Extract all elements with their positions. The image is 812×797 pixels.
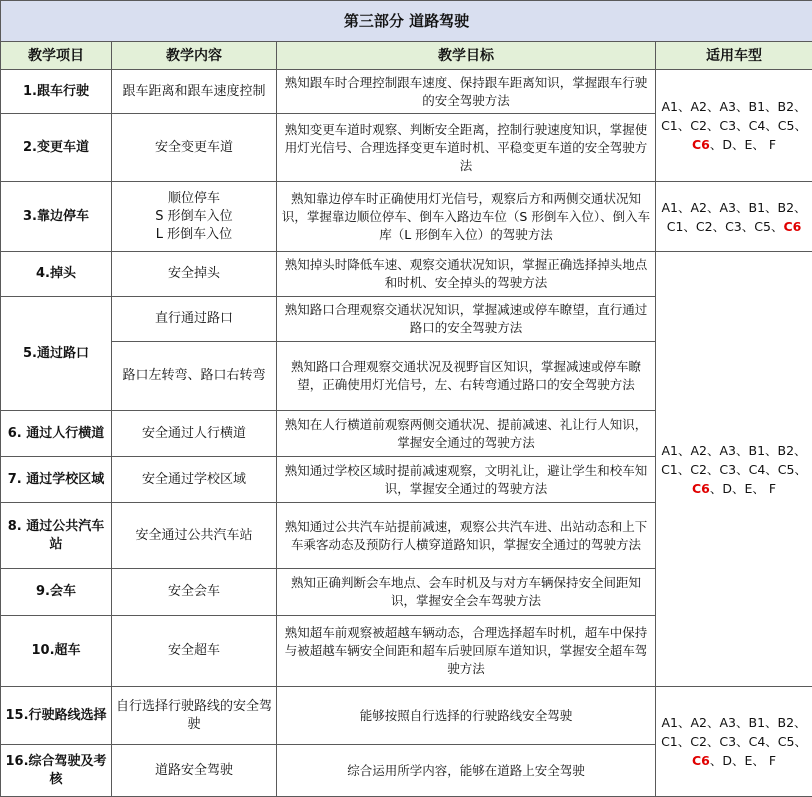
content-cell: 路口左转弯、路口右转弯: [112, 342, 277, 411]
content-cell: 道路安全驾驶: [112, 745, 277, 797]
item-cell: 5.通过路口: [1, 297, 112, 411]
item-cell: 4.掉头: [1, 252, 112, 297]
item-cell: 6. 通过人行横道: [1, 411, 112, 457]
item-cell: 16.综合驾驶及考核: [1, 745, 112, 797]
content-cell: 直行通过路口: [112, 297, 277, 342]
vehicles-cell: A1、A2、A3、B1、B2、C1、C2、C3、C4、C5、C6、D、E、 F: [656, 252, 812, 687]
goal-cell: 熟知靠边停车时正确使用灯光信号，观察后方和两侧交通状况知识，掌握靠边顺位停车、倒车入路边车位（S 形倒车入位）、倒入车库（L 形倒车入位）的驾驶方法: [277, 182, 656, 252]
table-row: [1, 182, 812, 252]
item-cell: 2.变更车道: [1, 114, 112, 182]
vehicles-cell: A1、A2、A3、B1、B2、C1、C2、C3、C4、C5、C6、D、E、 F: [656, 70, 812, 182]
vehicles-cell: A1、A2、A3、B1、B2、C1、C2、C3、C4、C5、C6、D、E、 F: [656, 687, 812, 797]
content-cell: 安全会车: [112, 569, 277, 616]
goal-cell: 熟知通过公共汽车站提前减速，观察公共汽车进、出站动态和上下车乘客动态及预防行人横穿道路知识，掌握安全通过的驾驶方法: [277, 503, 656, 569]
item-cell: 10.超车: [1, 616, 112, 687]
item-cell: 7. 通过学校区域: [1, 457, 112, 503]
goal-cell: 熟知路口合理观察交通状况知识，掌握减速或停车瞭望，直行通过路口的安全驾驶方法: [277, 297, 656, 342]
content-cell: 安全通过公共汽车站: [112, 503, 277, 569]
goal-cell: 熟知变更车道时观察、判断安全距离，控制行驶速度知识，掌握使用灯光信号、合理选择变更车道时机、平稳变更车道的安全驾驶方法: [277, 114, 656, 182]
goal-cell: 能够按照自行选择的行驶路线安全驾驶: [277, 687, 656, 745]
content-cell: 安全变更车道: [112, 114, 277, 182]
goal-cell: 熟知正确判断会车地点、会车时机及与对方车辆保持安全间距知识，掌握安全会车驾驶方法: [277, 569, 656, 616]
goal-cell: 熟知通过学校区域时提前减速观察，文明礼让，避让学生和校车知识，掌握安全通过的驾驶方法: [277, 457, 656, 503]
content-cell: 安全通过学校区域: [112, 457, 277, 503]
goal-cell: 熟知掉头时降低车速、观察交通状况知识，掌握正确选择掉头地点和时机、安全掉头的驾驶方法: [277, 252, 656, 297]
header-content: 教学内容: [112, 42, 277, 70]
item-cell: 3.靠边停车: [1, 182, 112, 252]
table-row: [1, 687, 812, 745]
goal-cell: 熟知路口合理观察交通状况及视野盲区知识，掌握减速或停车瞭望，正确使用灯光信号，左、右转弯通过路口的安全驾驶方法: [277, 342, 656, 411]
item-cell: 1.跟车行驶: [1, 70, 112, 114]
header-vehicles: 适用车型: [656, 42, 812, 70]
goal-cell: 综合运用所学内容，能够在道路上安全驾驶: [277, 745, 656, 797]
item-cell: 15.行驶路线选择: [1, 687, 112, 745]
header-goal: 教学目标: [277, 42, 656, 70]
vehicles-cell: A1、A2、A3、B1、B2、C1、C2、C3、C5、C6: [656, 182, 812, 252]
vehicle-c6-highlight: C6: [783, 219, 801, 234]
content-cell: 安全掉头: [112, 252, 277, 297]
goal-cell: 熟知在人行横道前观察两侧交通状况、提前减速、礼让行人知识，掌握安全通过的驾驶方法: [277, 411, 656, 457]
vehicle-c6-highlight: C6: [692, 481, 710, 496]
vehicle-c6-highlight: C6: [692, 137, 710, 152]
table-row: [1, 252, 812, 297]
item-cell: 8. 通过公共汽车站: [1, 503, 112, 569]
goal-cell: 熟知超车前观察被超越车辆动态，合理选择超车时机，超车中保持与被超越车辆安全间距和超车后驶回原车道知识，掌握安全超车驾驶方法: [277, 616, 656, 687]
header-item: 教学项目: [1, 42, 112, 70]
item-cell: 9.会车: [1, 569, 112, 616]
content-cell: 安全通过人行横道: [112, 411, 277, 457]
vehicle-c6-highlight: C6: [692, 753, 710, 768]
content-cell: 安全超车: [112, 616, 277, 687]
table-row: [1, 70, 812, 114]
content-cell: 顺位停车 S 形倒车入位 L 形倒车入位: [112, 182, 277, 252]
content-cell: 自行选择行驶路线的安全驾驶: [112, 687, 277, 745]
table-title: 第三部分 道路驾驶: [1, 1, 812, 42]
goal-cell: 熟知跟车时合理控制跟车速度、保持跟车距离知识，掌握跟车行驶的安全驾驶方法: [277, 70, 656, 114]
content-cell: 跟车距离和跟车速度控制: [112, 70, 277, 114]
